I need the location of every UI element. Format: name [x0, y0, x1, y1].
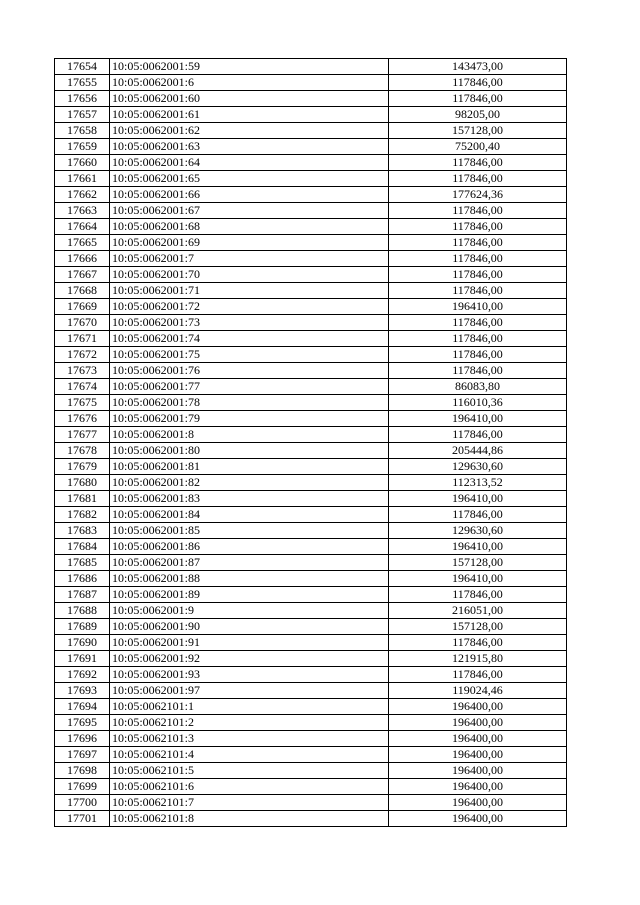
table-row: [55, 91, 567, 107]
row-number-cell: 17669: [55, 299, 110, 315]
table-row: [55, 363, 567, 379]
table-row: [55, 411, 567, 427]
cadastral-number-cell: 10:05:0062001:87: [110, 555, 389, 571]
row-number-cell: 17672: [55, 347, 110, 363]
cadastral-value-cell: 117846,00: [389, 75, 567, 91]
cadastral-value-cell: 119024,46: [389, 683, 567, 699]
cadastral-value-cell: 143473,00: [389, 59, 567, 75]
table-row: [55, 491, 567, 507]
cadastral-number-cell: 10:05:0062001:83: [110, 491, 389, 507]
row-number-cell: 17698: [55, 763, 110, 779]
row-number-cell: 17682: [55, 507, 110, 523]
row-number-cell: 17683: [55, 523, 110, 539]
cadastral-number-cell: 10:05:0062001:65: [110, 171, 389, 187]
row-number-cell: 17699: [55, 779, 110, 795]
table-row: [55, 587, 567, 603]
row-number-cell: 17666: [55, 251, 110, 267]
cadastral-number-cell: 10:05:0062001:91: [110, 635, 389, 651]
cadastral-value-cell: 196410,00: [389, 571, 567, 587]
row-number-cell: 17684: [55, 539, 110, 555]
table-row: [55, 635, 567, 651]
row-number-cell: 17697: [55, 747, 110, 763]
table-row: [55, 795, 567, 811]
cadastral-number-cell: 10:05:0062001:92: [110, 651, 389, 667]
cadastral-value-cell: 129630,60: [389, 459, 567, 475]
cadastral-value-cell: 117846,00: [389, 331, 567, 347]
cadastral-value-cell: 116010,36: [389, 395, 567, 411]
table-row: [55, 203, 567, 219]
cadastral-number-cell: 10:05:0062001:84: [110, 507, 389, 523]
cadastral-value-cell: 157128,00: [389, 619, 567, 635]
cadastral-number-cell: 10:05:0062001:73: [110, 315, 389, 331]
row-number-cell: 17701: [55, 811, 110, 827]
cadastral-value-cell: 196410,00: [389, 299, 567, 315]
cadastral-number-cell: 10:05:0062001:89: [110, 587, 389, 603]
cadastral-number-cell: 10:05:0062001:8: [110, 427, 389, 443]
cadastral-value-cell: 216051,00: [389, 603, 567, 619]
cadastral-value-cell: 117846,00: [389, 155, 567, 171]
table-row: [55, 603, 567, 619]
cadastral-number-cell: 10:05:0062001:81: [110, 459, 389, 475]
row-number-cell: 17686: [55, 571, 110, 587]
cadastral-value-cell: 117846,00: [389, 219, 567, 235]
cadastral-number-cell: 10:05:0062001:66: [110, 187, 389, 203]
cadastral-number-cell: 10:05:0062001:90: [110, 619, 389, 635]
cadastral-number-cell: 10:05:0062001:70: [110, 267, 389, 283]
row-number-cell: 17685: [55, 555, 110, 571]
cadastral-value-cell: 112313,52: [389, 475, 567, 491]
cadastral-value-cell: 196400,00: [389, 747, 567, 763]
cadastral-number-cell: 10:05:0062101:5: [110, 763, 389, 779]
row-number-cell: 17700: [55, 795, 110, 811]
table-row: [55, 427, 567, 443]
cadastral-value-cell: 117846,00: [389, 587, 567, 603]
table-row: [55, 699, 567, 715]
row-number-cell: 17663: [55, 203, 110, 219]
cadastral-number-cell: 10:05:0062001:77: [110, 379, 389, 395]
row-number-cell: 17689: [55, 619, 110, 635]
row-number-cell: 17675: [55, 395, 110, 411]
cadastral-value-cell: 117846,00: [389, 427, 567, 443]
cadastral-value-cell: 205444,86: [389, 443, 567, 459]
row-number-cell: 17692: [55, 667, 110, 683]
table-row: [55, 619, 567, 635]
row-number-cell: 17681: [55, 491, 110, 507]
row-number-cell: 17694: [55, 699, 110, 715]
cadastral-value-cell: 196410,00: [389, 539, 567, 555]
cadastral-number-cell: 10:05:0062001:7: [110, 251, 389, 267]
table-row: [55, 667, 567, 683]
table-row: [55, 571, 567, 587]
cadastral-value-cell: 117846,00: [389, 635, 567, 651]
cadastral-number-cell: 10:05:0062001:6: [110, 75, 389, 91]
row-number-cell: 17687: [55, 587, 110, 603]
cadastral-number-cell: 10:05:0062001:63: [110, 139, 389, 155]
cadastral-value-cell: 98205,00: [389, 107, 567, 123]
cadastral-number-cell: 10:05:0062001:75: [110, 347, 389, 363]
table-row: [55, 539, 567, 555]
row-number-cell: 17693: [55, 683, 110, 699]
cadastral-number-cell: 10:05:0062101:6: [110, 779, 389, 795]
cadastral-number-cell: 10:05:0062001:80: [110, 443, 389, 459]
table-row: [55, 267, 567, 283]
table-row: [55, 123, 567, 139]
cadastral-value-cell: 196400,00: [389, 779, 567, 795]
cadastral-value-cell: 129630,60: [389, 523, 567, 539]
row-number-cell: 17661: [55, 171, 110, 187]
cadastral-number-cell: 10:05:0062001:71: [110, 283, 389, 299]
cadastral-value-cell: 157128,00: [389, 555, 567, 571]
table-row: [55, 171, 567, 187]
row-number-cell: 17680: [55, 475, 110, 491]
table-row: [55, 651, 567, 667]
row-number-cell: 17654: [55, 59, 110, 75]
cadastral-number-cell: 10:05:0062001:69: [110, 235, 389, 251]
cadastral-value-table: [54, 58, 567, 827]
cadastral-value-cell: 157128,00: [389, 123, 567, 139]
table-row: [55, 235, 567, 251]
cadastral-number-cell: 10:05:0062001:86: [110, 539, 389, 555]
table-row: [55, 107, 567, 123]
row-number-cell: 17657: [55, 107, 110, 123]
table-row: [55, 779, 567, 795]
cadastral-number-cell: 10:05:0062001:72: [110, 299, 389, 315]
table-row: [55, 507, 567, 523]
table-body: [55, 59, 567, 827]
row-number-cell: 17664: [55, 219, 110, 235]
cadastral-value-cell: 196410,00: [389, 491, 567, 507]
table-row: [55, 155, 567, 171]
row-number-cell: 17691: [55, 651, 110, 667]
cadastral-value-cell: 196400,00: [389, 699, 567, 715]
table-row: [55, 715, 567, 731]
row-number-cell: 17677: [55, 427, 110, 443]
row-number-cell: 17658: [55, 123, 110, 139]
cadastral-number-cell: 10:05:0062001:88: [110, 571, 389, 587]
table-row: [55, 299, 567, 315]
cadastral-value-cell: 117846,00: [389, 507, 567, 523]
table-row: [55, 347, 567, 363]
row-number-cell: 17688: [55, 603, 110, 619]
cadastral-value-cell: 117846,00: [389, 267, 567, 283]
cadastral-number-cell: 10:05:0062001:97: [110, 683, 389, 699]
cadastral-value-cell: 196410,00: [389, 411, 567, 427]
cadastral-number-cell: 10:05:0062001:59: [110, 59, 389, 75]
cadastral-number-cell: 10:05:0062001:76: [110, 363, 389, 379]
cadastral-number-cell: 10:05:0062001:79: [110, 411, 389, 427]
cadastral-number-cell: 10:05:0062001:82: [110, 475, 389, 491]
table-row: [55, 219, 567, 235]
row-number-cell: 17671: [55, 331, 110, 347]
cadastral-number-cell: 10:05:0062101:1: [110, 699, 389, 715]
cadastral-value-cell: 117846,00: [389, 667, 567, 683]
row-number-cell: 17662: [55, 187, 110, 203]
table-row: [55, 139, 567, 155]
cadastral-number-cell: 10:05:0062001:9: [110, 603, 389, 619]
table-row: [55, 459, 567, 475]
cadastral-value-cell: 196400,00: [389, 795, 567, 811]
table-row: [55, 443, 567, 459]
row-number-cell: 17655: [55, 75, 110, 91]
table-row: [55, 523, 567, 539]
cadastral-number-cell: 10:05:0062001:64: [110, 155, 389, 171]
cadastral-number-cell: 10:05:0062001:60: [110, 91, 389, 107]
row-number-cell: 17674: [55, 379, 110, 395]
cadastral-number-cell: 10:05:0062101:7: [110, 795, 389, 811]
row-number-cell: 17678: [55, 443, 110, 459]
cadastral-value-cell: 196400,00: [389, 811, 567, 827]
cadastral-number-cell: 10:05:0062001:61: [110, 107, 389, 123]
row-number-cell: 17656: [55, 91, 110, 107]
table-row: [55, 475, 567, 491]
table-row: [55, 555, 567, 571]
cadastral-value-cell: 196400,00: [389, 715, 567, 731]
table-row: [55, 811, 567, 827]
row-number-cell: 17690: [55, 635, 110, 651]
table-row: [55, 683, 567, 699]
table-row: [55, 59, 567, 75]
cadastral-value-cell: 177624,36: [389, 187, 567, 203]
row-number-cell: 17679: [55, 459, 110, 475]
cadastral-value-cell: 117846,00: [389, 171, 567, 187]
row-number-cell: 17670: [55, 315, 110, 331]
cadastral-number-cell: 10:05:0062001:78: [110, 395, 389, 411]
cadastral-number-cell: 10:05:0062101:3: [110, 731, 389, 747]
table-row: [55, 75, 567, 91]
cadastral-value-cell: 196400,00: [389, 731, 567, 747]
table-row: [55, 395, 567, 411]
table-row: [55, 331, 567, 347]
table-row: [55, 763, 567, 779]
cadastral-value-cell: 117846,00: [389, 251, 567, 267]
row-number-cell: 17696: [55, 731, 110, 747]
cadastral-value-cell: 196400,00: [389, 763, 567, 779]
cadastral-number-cell: 10:05:0062101:2: [110, 715, 389, 731]
table-row: [55, 283, 567, 299]
table-row: [55, 379, 567, 395]
cadastral-number-cell: 10:05:0062101:4: [110, 747, 389, 763]
cadastral-number-cell: 10:05:0062001:93: [110, 667, 389, 683]
cadastral-value-cell: 117846,00: [389, 347, 567, 363]
cadastral-number-cell: 10:05:0062001:68: [110, 219, 389, 235]
row-number-cell: 17676: [55, 411, 110, 427]
row-number-cell: 17659: [55, 139, 110, 155]
cadastral-value-cell: 117846,00: [389, 235, 567, 251]
row-number-cell: 17660: [55, 155, 110, 171]
cadastral-value-cell: 117846,00: [389, 283, 567, 299]
table-row: [55, 731, 567, 747]
cadastral-value-cell: 117846,00: [389, 363, 567, 379]
table-row: [55, 747, 567, 763]
cadastral-number-cell: 10:05:0062001:74: [110, 331, 389, 347]
cadastral-value-cell: 75200,40: [389, 139, 567, 155]
table-row: [55, 315, 567, 331]
cadastral-value-cell: 121915,80: [389, 651, 567, 667]
cadastral-value-cell: 117846,00: [389, 91, 567, 107]
table-row: [55, 187, 567, 203]
cadastral-value-cell: 117846,00: [389, 203, 567, 219]
cadastral-number-cell: 10:05:0062001:67: [110, 203, 389, 219]
row-number-cell: 17673: [55, 363, 110, 379]
cadastral-number-cell: 10:05:0062001:85: [110, 523, 389, 539]
cadastral-value-cell: 117846,00: [389, 315, 567, 331]
cadastral-number-cell: 10:05:0062001:62: [110, 123, 389, 139]
cadastral-number-cell: 10:05:0062101:8: [110, 811, 389, 827]
row-number-cell: 17695: [55, 715, 110, 731]
row-number-cell: 17665: [55, 235, 110, 251]
row-number-cell: 17668: [55, 283, 110, 299]
table-row: [55, 251, 567, 267]
cadastral-value-cell: 86083,80: [389, 379, 567, 395]
row-number-cell: 17667: [55, 267, 110, 283]
